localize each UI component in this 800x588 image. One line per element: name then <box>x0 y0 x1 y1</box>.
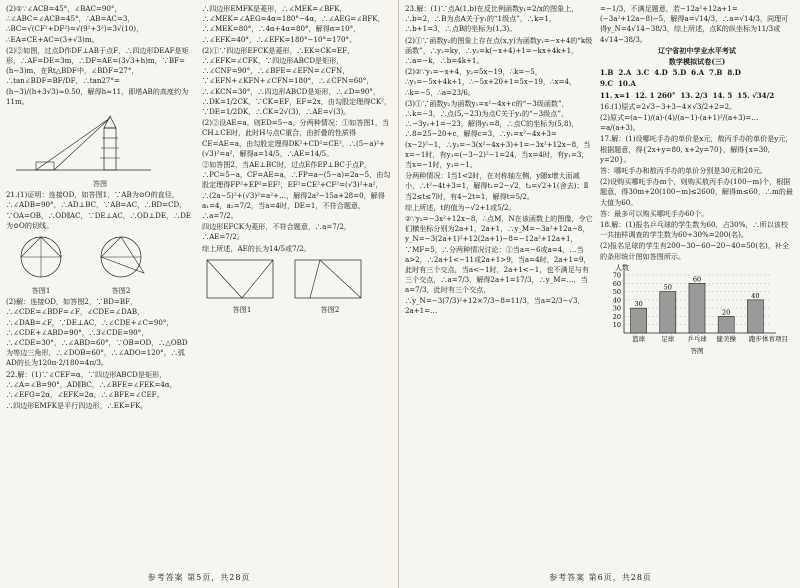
exam-header: 辽宁省初中学业水平考试 <box>657 45 737 55</box>
y-axis-label: 人数 <box>615 263 629 272</box>
bar-value-label: 50 <box>663 283 672 292</box>
circle-figure-2-caption: 答图2 <box>111 286 131 296</box>
q23-part3-2: ②∵y₂=−3x²+12x−8，∴点M，N在该函数上的图像，令它们横坐标分别为2a+1，2a+1，∴y_M=−3a²+12a−8，y_N=−3(2a+1)²+12(2a+1)−8=−12a²+12a+1，∵MF=5，∴分两种情况讨论：①当a=−6或a=4，…当a>2，∴2a+1<−11或2a+1>9，当a=4时，2a+1=9，此时有三个交点，当a<−1时，2a+1<−1，也不满足与有三个交点，∴a=7/3，解得2a+1=17/3，∴y_M=…，当a=7/3，此时有三个交点，∴y_N=−3(7/3)²+12×7/3−8=11/3，当a=2/3−√3，2a+1=… <box>405 214 593 315</box>
q17-answer1: 答：哪吒手办和敖丙手办的单价分别是30元和20元。 <box>600 166 768 176</box>
y-tick-label: 50 <box>612 287 621 296</box>
x-axis-label: 体育项目 <box>762 334 788 343</box>
q23-part3-cases: 分两种情况：Ⅰ当1<2时，在对称轴左侧，y随x增大而减小，∴t²−4t+3=1，解得t₁=2−√2，t₂=√2+1(舍去)；Ⅱ当2≤t≤7时，有4−2t=1，解得t=5/2。 <box>405 171 589 201</box>
q22-conclusion: 综上所述，AE的长为14/5或7/2。 <box>202 243 311 253</box>
y-tick-label: 30 <box>612 304 621 313</box>
q23-part3-conclusion: 综上所述，t的值为−√2+1或5/2。 <box>405 202 516 212</box>
q17-part2: (2)设购买哪吒手办m个，则购买敖丙手办(100−m)个，根据题意，得30m+20(100−m)≤2600，解得m≤60，∴m的最大值为60。 <box>600 177 793 207</box>
category-label: 跑步 <box>748 334 762 343</box>
bar <box>718 316 734 333</box>
tower-figure-caption: 答图 <box>92 179 108 189</box>
bar <box>660 291 676 332</box>
chart-caption: 答图 <box>690 346 704 355</box>
q22-part2-3: ②如答图2，当AE⊥BC时，过点E作EP⊥BC于点P，∴PC=5−a，CF=AE=a，∴FP=a−(5−a)=2a−5，由勾股定理得FP²+EP²=EF²，EF²=CE²+CF²=(√3)²+a²，∴(2a−5)²+(√3)²=a²+…，解得2a²−15a+28=0，解得a₁=4，a₂=7/2，当a=4时，DE=1，不符合题意，∴a=7/2。 <box>202 160 391 221</box>
q23-part3-1: (3)①∵函数y₂为函数y₁=x²−4x+c的“−3级函数”，∴k=−3，∴点(5,−23)为点C关于y₁的“−3级点”，∴−3y₁+1=−23，解得y₁=8，∴点C的坐标为(5,8)，∴8=25−20+c，解得c=3，∴y₁=x²−4x+3=(x−2)²−1，∴y₂=−3(x²−4x+3)+1=−3x²+12x−8，当x=−1时，有y₁=(−3−2)²−1=24，当x=4时，有y₁=3，当x=−1时，y₁=−1。 <box>405 98 591 170</box>
bar <box>689 283 705 333</box>
bar-value-label: 20 <box>722 308 731 317</box>
q18-part2: (2)报名足球的学生有200−30−60−20−40=50(名)，补全的条形统计图如答图所示。 <box>600 241 790 261</box>
y-tick-label: 70 <box>612 271 621 280</box>
bar-chart <box>600 263 790 355</box>
bar-value-label: 60 <box>692 275 702 284</box>
q22-cont-1: ∴四边形EMFK是菱形，∴∠MEK=∠BFK，∴∠MEK=∠AEG=4α=180°−4α，∴∠AEG=∠BFK，∴∠MEK=80°，∴4α+4α=80°，解得α=10°，∴∠EFK=40°，∴∠EFK=180°−10°=170°。 <box>202 4 385 44</box>
q23-part1: 23.解：(1)∵点A(1,b)在反比例函数y₁=2/x的图象上，∴b=2，∴B为点A关于y₁的“1级点”，∴k=1，∴b+1=3，∴点B的坐标为(1,3)。 <box>405 4 579 34</box>
q21-part2: (2)解：连接OD，如答图2，∵BD=BF，∴∠CDE=∠BDF=∠F，∠CDE=∠DAB，∴∠DAB=∠F，∵DE⊥AC，∴∠CDE+∠C=90°，∴∠CDE+∠ABD=90°，∴3∠CDE=90°，∴∠CDE=30°，∴∠ABD=60°，∵OB=OD，∴△OBD为等边三角形，∴∠DOB=60°，∴∠ADO=120°，∴弧AD的长为120π·2/180=4π/3。 <box>6 297 188 368</box>
rect-figure-2-caption: 答图2 <box>320 304 340 314</box>
q16-part1: 16.(1)原式=2√3−3+3−4×√3/2+2=2。 <box>600 101 737 111</box>
exam-title: 数学模拟试卷(三) <box>668 57 726 67</box>
left-page <box>0 0 399 588</box>
circle-figure-1 <box>6 233 76 285</box>
left-column-1 <box>6 4 194 566</box>
bar-value-label: 30 <box>634 300 643 309</box>
q22-part1-cont: ∴四边形EMFK是平行四边形，∴EK=FK， <box>6 401 148 411</box>
q23-part2-1: (2)①∵函数y₂的图象上存在点(x,y)为函数y₁=−x+4的“k级函数”，∴y₂=ky，∴y₂=k(−x+4)+1=−kx+4k+1，∴a=−k，∴b=4k+1。 <box>405 35 593 66</box>
category-label: 健美操 <box>716 334 736 343</box>
q16-part2: (2)原式=(a−1)/(a)·(4)/(a−1)·(a+1)²/(a+3)=…=a/(a+3)。 <box>600 113 759 133</box>
q18-part1: 18.解：(1)报名乒乓球的学生数为60，占30%，∴所以该校一共抽样调查的学生数为60÷30%=200(名)。 <box>600 220 788 240</box>
y-tick-label: 60 <box>612 279 621 288</box>
left-page-footer: 参考答案 第5页，共28页 <box>147 573 251 582</box>
q22-part2-4: 四边形EFCK为菱形，不符合题意，∴a=7/2，∴AE=7/2。 <box>202 222 351 242</box>
right-column-1 <box>405 4 593 566</box>
left-column-2 <box>202 4 392 566</box>
q17-answer2: 答：最多可以购买哪吒手办60个。 <box>600 208 709 218</box>
rect-figure-1-caption: 答图1 <box>232 304 252 314</box>
choice-answers-1: 1.B 2.A 3.C 4.D 5.D 6.A 7.B 8.D <box>600 68 741 78</box>
q20-part2-2: (2)②如图，过点D作DF⊥AB于点F，∴四边形DEAF是矩形，∴AF=DE=3m，∴DF=AE=(3√3+h)m，∵BF=(h−3)m，在Rt△BDF中，∠BDF=27°，∴tan∠BDF=BF/DF，∴tan27°=(h−3)/(h+3√3)≈0.50，解得h≈11，即塔AB的高度约为11m。 <box>6 45 189 106</box>
bar-value-label: 40 <box>751 291 760 300</box>
q22-part2-1: (2)①∵四边形EFCK是菱形，∴EK=CK=EF，∴∠EFK=∠CFK，∵四边形ABCD是矩形，∴∠CNF=90°，∴∠BFE=∠EFN=∠CFN，∵∠EFN+∠KFN+∠CFN=180°，∴∠CFN=60°，∴∠KCN=30°，∴四边形ABCD是矩形，∴∠D=90°，∴DK=1/2CK，∵CK=EF，EF=2x，由勾股定理得CK²，∵DE=1/2DK，∴CK=2√(3)，∴AE=√(3)。 <box>202 45 392 117</box>
q21-part1: 21.(1)证明：连接OD，如答图1，∵AB为⊙O的直径，∴∠ADB=90°，∴AD⊥BC，∵AB=AC，∴BD=CD，∵OA=OB，∴OD∥AC，∵DE⊥AC，∴OD⊥DE，∴DE为⊙O的切线。 <box>6 190 192 230</box>
y-tick-label: 20 <box>612 312 621 321</box>
category-label: 乒乓球 <box>687 334 707 343</box>
right-page <box>401 0 800 588</box>
y-tick-label: 10 <box>612 321 621 330</box>
circle-figure-1-caption: 答图1 <box>31 286 51 296</box>
bar <box>747 300 763 333</box>
rect-figure-1 <box>202 256 282 304</box>
rect-figure-2 <box>290 256 370 304</box>
q20-part2-1: (2)①∵∠ACB=45°，∠BAC=90°，∴∠ABC=∠ACB=45°，∴AB=AC=3，∴BC=√(CF²+DF²)=√(9²+3²)=3√(10)，∴EA=CE+AC=(3+√3)m。 <box>6 4 144 44</box>
q22-part1: 22.解：(1)∵∠CEF=α，∵四边形ABCD是矩形，∴∠A=∠B=90°，AD∥BC，∴∠BFE=∠FEK=4α，∴∠EFG=2α，∠EFK=2α，∴∠BFE=∠CEF。 <box>6 369 177 400</box>
right-page-footer: 参考答案 第6页，共28页 <box>549 573 652 582</box>
bar <box>631 308 647 333</box>
q17-part1: 17.解：(1)设哪吒手办的单价是x元，敖丙手办的单价是y元，根据题意，得{2x+y=80, x+2y=70}，解得{x=30, y=20}。 <box>600 134 793 164</box>
category-label: 足球 <box>661 334 675 343</box>
q23-final: =−1/3，不满足题意，若−12a²+12a+1=(−3a²+12a−8)−5，解得a=√14/3，∴a=√14/3，同理可得y_N=4√14−38/3，综上所述，点K的纵坐标为11/3或4√14−38/3。 <box>600 4 789 44</box>
q22-part2-2: (2)②设AE=a，则ED=5−a，分两种情况：①如答图1，当CH⊥CE时，此时H与点C重合，由折叠的性质得CE=AE=a，由勾股定理得DK²+CD²=CE²，∴(5−a)²+(√3)²=a²，解得a=14/5，∴AE=14/5。 <box>202 118 390 158</box>
q23-part2-2: (2)②∵y₁=−x+4，y₂=5x−19，∴k=−5，∴y₂=−5x+4k+1，∴−5x+20+1=5x−19，∴x=4，∴k=−5，∴a=23/6。 <box>405 67 577 97</box>
fill-answers: 11. x=1 12. 1 260° 13. 2/3 14. 5 15. √34/2 <box>600 90 775 100</box>
category-label: 篮球 <box>632 334 646 343</box>
right-column-2 <box>600 4 794 566</box>
tower-figure <box>6 108 156 178</box>
y-tick-label: 40 <box>612 296 621 305</box>
choice-answers-2: 9.C 10.A <box>600 79 636 89</box>
circle-figure-2 <box>86 233 156 285</box>
